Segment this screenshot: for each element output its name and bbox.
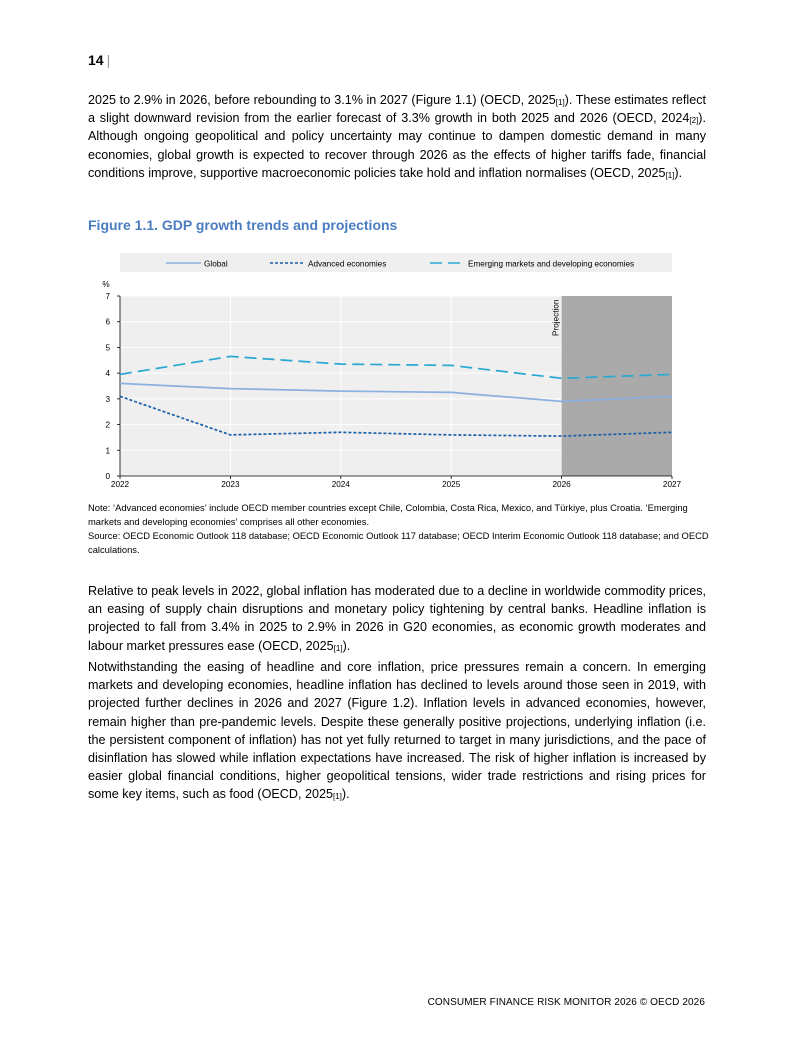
paragraph-price-pressures [88,658,706,804]
para1-text-2: ). These estimates reflect a slight downward revision from the earlier forecast of 3.3% growth in both 2025 and 2026 (OECD, 2024 [88,93,706,126]
page-footer: CONSUMER FINANCE RISK MONITOR 2026 © OECD 2026 [427,997,705,1008]
chart-svg [88,248,708,496]
x-tick-label-2024: 2024 [331,480,350,489]
y-tick-label-1: 1 [105,446,110,456]
legend-label-1: Advanced economies [308,259,387,269]
figure-title: Figure 1.1. GDP growth trends and projections [88,217,398,233]
page-number-separator: | [106,52,111,68]
x-tick-label-2023: 2023 [221,480,240,489]
gdp-growth-chart [88,248,708,496]
para1-text-1: 2025 to 2.9% in 2026, before rebounding to 3.1% in 2027 (Figure 1.1) (OECD, 2025 [88,93,556,107]
y-tick-label-0: 0 [105,472,110,481]
page-number [88,52,110,68]
para1-text-3: ). Although ongoing geopolitical and policy uncertainty may continue to dampen domestic demand in many economies, global growth is expected to recover through 2026 as the effects of higher tariffs fade, financial conditions improve, supportive macroeconomic policies take hold and inflation normalises (OECD, 2025 [88,111,706,180]
page-number-value: 14 [88,52,104,68]
para3-text-2: ). [341,787,350,802]
y-tick-label-6: 6 [105,317,110,327]
para2-text-1: Relative to peak levels in 2022, global inflation has moderated due to a decline in worldwide commodity prices, an easing of supply chain disruptions and monetary policy tightening by central banks. Headline inflation is projected to fall from 3.4% in 2025 to 2.9% in 2026 in G20 economies, as economic growth moderates and labour market pressures ease (OECD, 2025 [88,584,706,653]
projection-area [562,296,672,476]
legend-label-0: Global [204,259,228,269]
y-tick-label-3: 3 [105,394,110,404]
figure-notes [88,501,718,557]
para1-text-4: ). [674,165,683,180]
x-tick-label-2027: 2027 [662,480,682,489]
y-tick-label-7: 7 [105,292,110,301]
legend-label-2: Emerging markets and developing economies [468,259,635,269]
figure-note: Note: ‘Advanced economies’ include OECD member countries except Chile, Colombia, Costa Rica, Mexico, and Türkiye, plus Croatia. ‘Emerging markets and developing economies’ comprises all other economies. [88,502,688,527]
para2-ref-1[interactable]: [1] [333,643,343,653]
para1-ref-1[interactable]: [1] [555,98,565,107]
y-axis-unit-label: % [102,280,110,289]
figure-source: Source: OECD Economic Outlook 118 database; OECD Economic Outlook 117 database; OECD Interim Economic Outlook 118 database; and OECD calculations. [88,530,709,555]
x-tick-label-2026: 2026 [552,480,571,489]
para1-ref-2[interactable]: [2] [689,116,699,126]
projection-label: Projection [551,299,561,336]
para3-ref-1[interactable]: [1] [332,792,342,802]
x-tick-label-2022: 2022 [110,480,130,489]
x-tick-label-2025: 2025 [442,480,461,489]
y-tick-label-4: 4 [105,369,110,379]
paragraph-gdp-growth [88,91,706,182]
para3-text-1: Notwithstanding the easing of headline and core inflation, price pressures remain a concern. In emerging markets and developing economies, headline inflation has declined to levels around those seen in 2019, with projected further declines in 2026 and 2027 (Figure 1.2). Inflation levels in advanced economies, however, remain higher than pre-pandemic levels. Despite these generally positive projections, underlying inflation (i.e. the persistent component of inflation) has not yet fully returned to target in many jurisdictions, and the pace of disinflation has slowed while inflation expectations have increased. The risk of higher inflation is increased by easier global financial conditions, higher geopolitical tensions, wider trade restrictions and rising prices for some key items, such as food (OECD, 2025 [88,660,706,802]
paragraph-inflation [88,582,706,655]
para2-text-2: ). [342,638,351,653]
y-tick-label-5: 5 [105,343,110,353]
y-tick-label-2: 2 [105,420,110,430]
para1-ref-3[interactable]: [1] [665,170,675,180]
